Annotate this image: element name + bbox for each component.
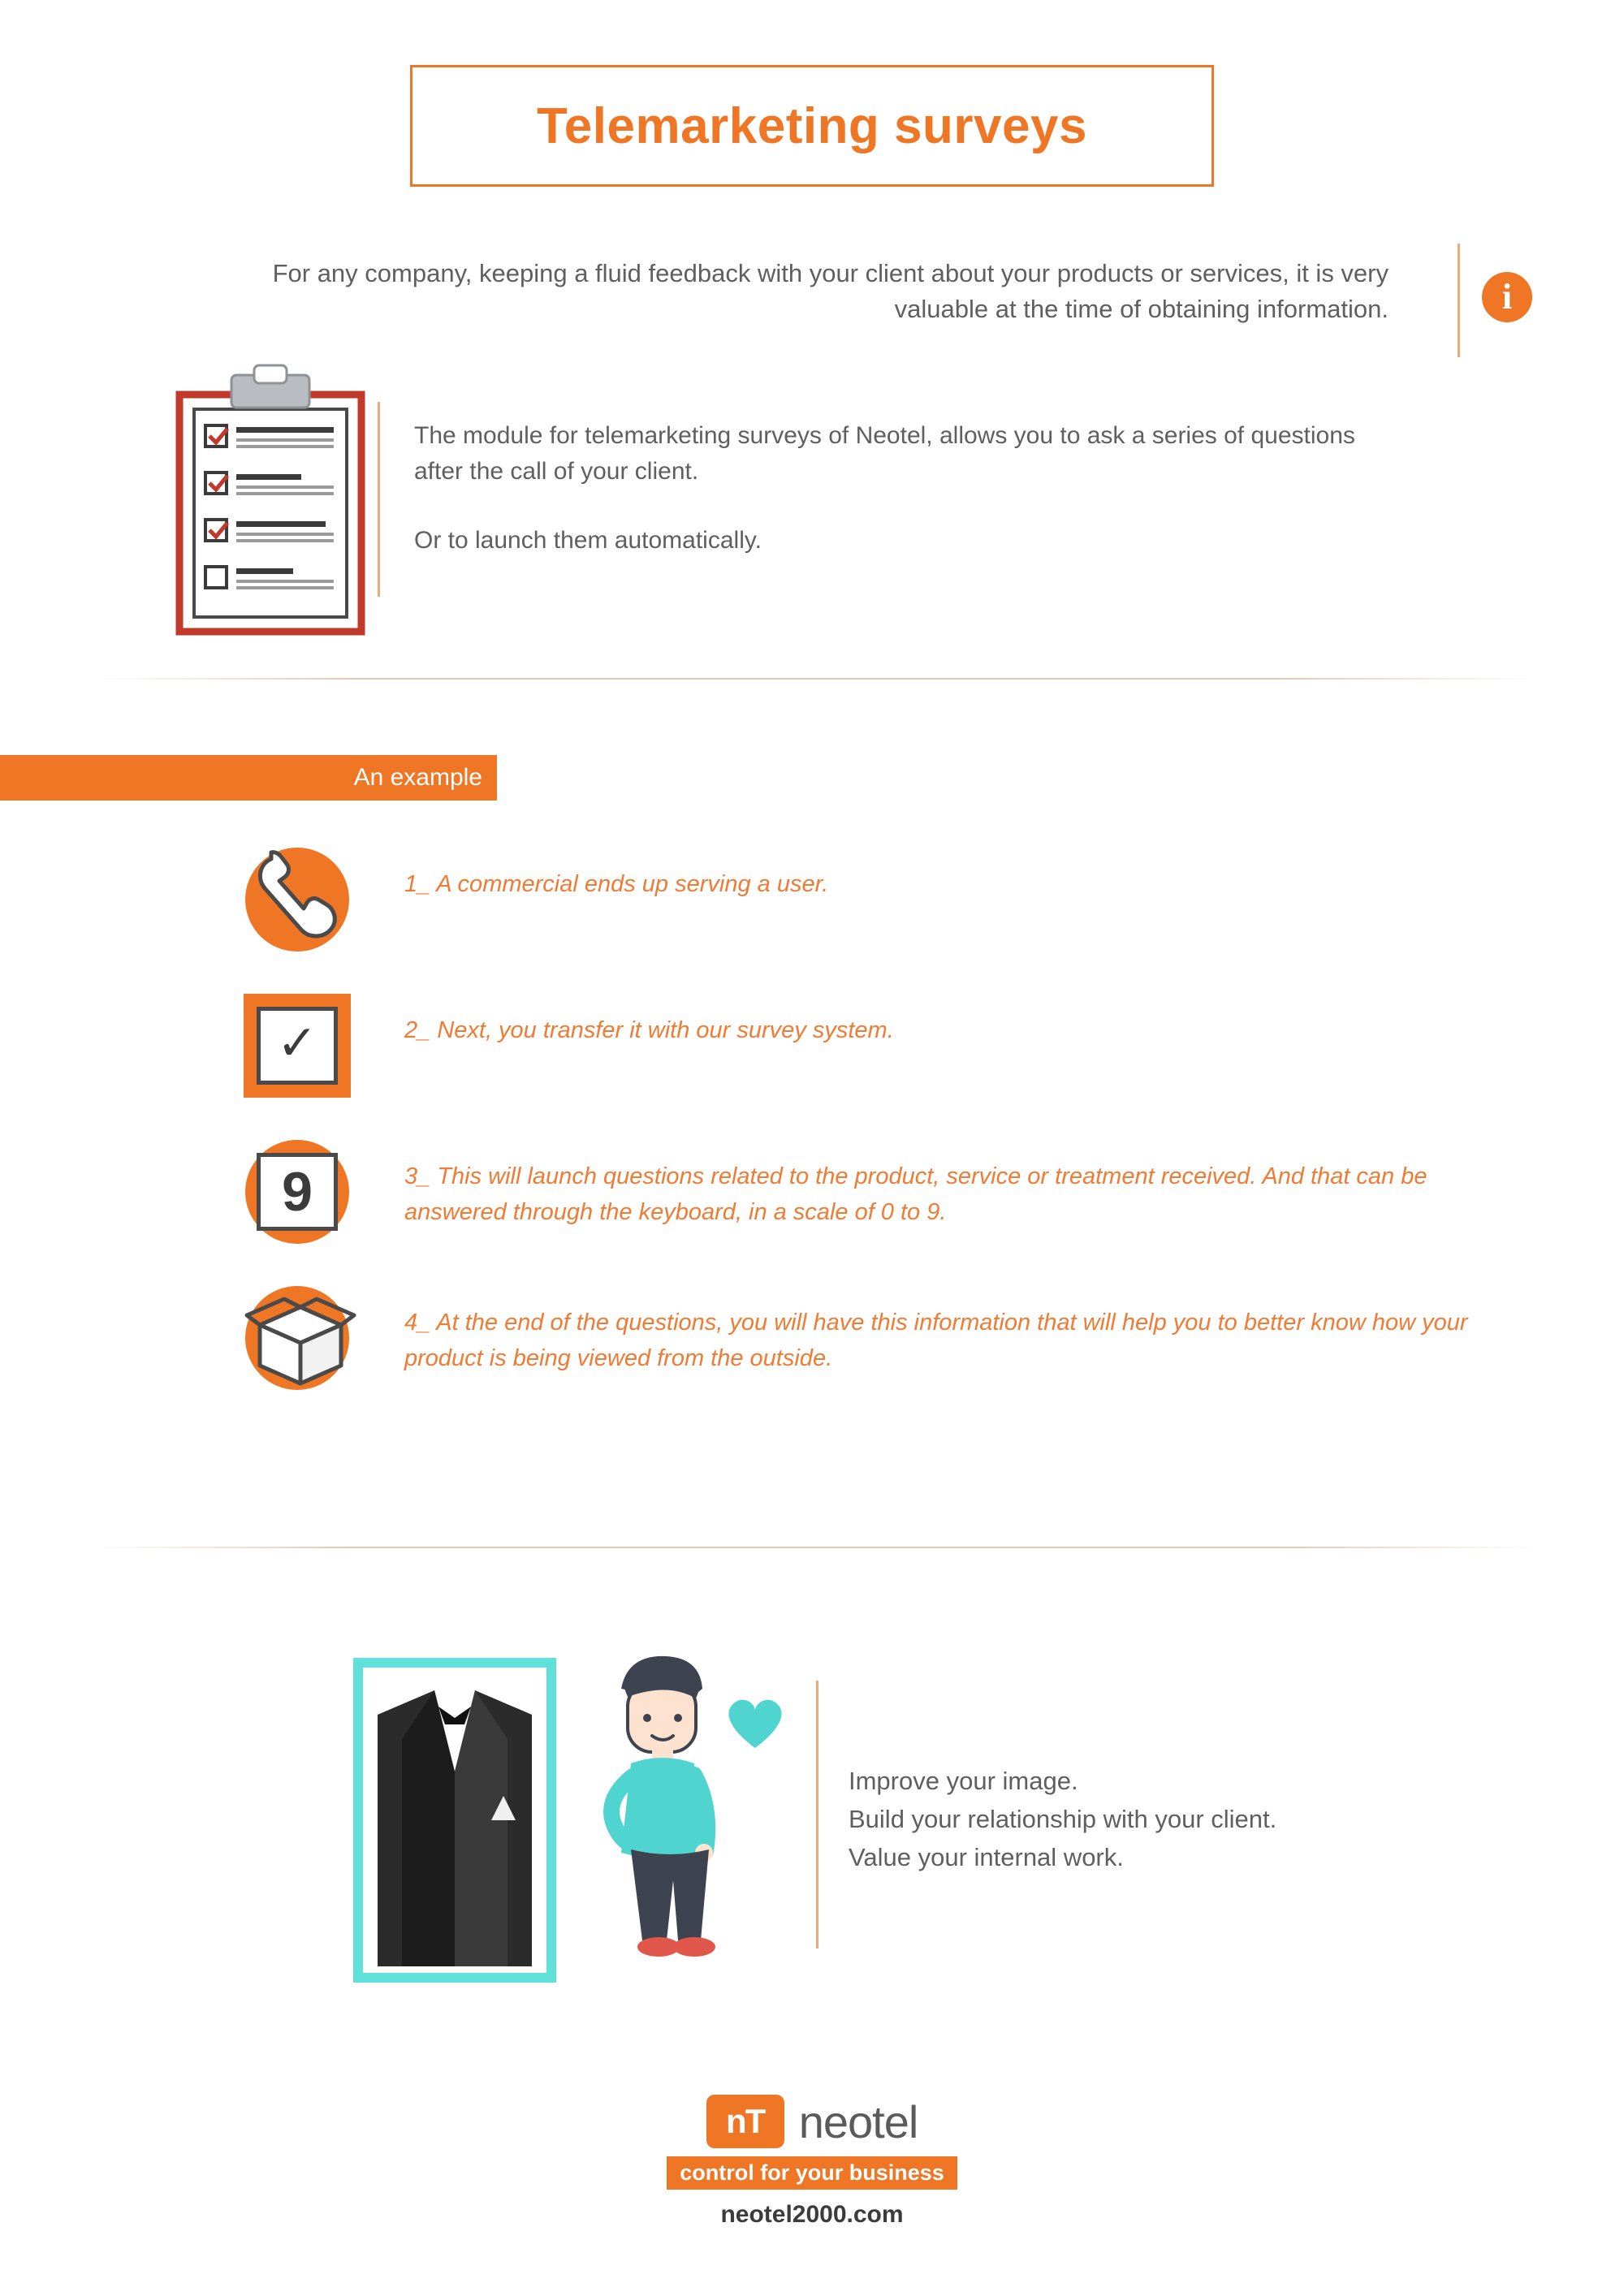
- example-step-4: [235, 1275, 1535, 1405]
- intro-block: [268, 256, 1429, 327]
- example-step-2: [235, 982, 1535, 1112]
- benefits-divider: [816, 1681, 818, 1949]
- clipboard-icon: [173, 364, 368, 640]
- number-nine-glyph: 9: [282, 1161, 313, 1223]
- benefits-text-block: [849, 1762, 1276, 1876]
- clipboard-paragraph-1: The module for telemarketing surveys of Neotel, allows you to ask a series of questions after the call of your client.: [414, 422, 1355, 485]
- checkbox-check-icon: ✓: [235, 982, 365, 1112]
- example-band: [0, 755, 497, 801]
- clipboard-divider: [378, 402, 380, 597]
- website-url[interactable]: neotel2000.com: [720, 2201, 904, 2228]
- logo: [0, 2095, 1624, 2148]
- footer: [0, 2095, 1624, 2229]
- heart-icon: [719, 1685, 792, 1758]
- example-step-3-text: 3_ This will launch questions related to the product, service or treatment received. And that can be answered through the keyboard, in a scale of 0 to 9.: [404, 1163, 1427, 1225]
- benefits-line-1: Improve your image.: [849, 1767, 1078, 1795]
- example-step-3: [235, 1129, 1535, 1258]
- number-nine-icon: [235, 1129, 365, 1258]
- clipboard-paragraph-2: Or to launch them automatically.: [414, 527, 762, 554]
- info-icon: i: [1482, 272, 1532, 322]
- phone-handset-icon: [235, 836, 365, 966]
- example-step-4-text: 4_ At the end of the questions, you will have this information that will help you to better know how your product is being viewed from the outside.: [404, 1310, 1468, 1371]
- logo-mark: nT: [706, 2095, 784, 2148]
- logo-tagline: control for your business: [667, 2156, 957, 2190]
- benefits-line-3: Value your internal work.: [849, 1843, 1124, 1872]
- example-band-label: An example: [353, 764, 482, 791]
- open-box-icon: [235, 1275, 365, 1405]
- page-title: Telemarketing surveys: [537, 97, 1087, 154]
- intro-divider: [1458, 244, 1460, 357]
- section-divider-bottom: [97, 1547, 1535, 1548]
- benefits-line-2: Build your relationship with your client.: [849, 1805, 1277, 1834]
- intro-paragraph: For any company, keeping a fluid feedback with your client about your products or services, it is very valuable at the time of obtaining information.: [272, 259, 1389, 324]
- page-title-box: [410, 65, 1214, 187]
- clipboard-text-block: [414, 418, 1389, 559]
- suit-illustration: [369, 1674, 540, 1966]
- section-divider-top: [97, 678, 1535, 680]
- example-step-2-text: 2_ Next, you transfer it with our survey system.: [404, 1017, 894, 1043]
- example-step-1: [235, 836, 1535, 966]
- example-step-1-text: 1_ A commercial ends up serving a user.: [404, 871, 829, 897]
- logo-wordmark: neotel: [798, 2095, 918, 2147]
